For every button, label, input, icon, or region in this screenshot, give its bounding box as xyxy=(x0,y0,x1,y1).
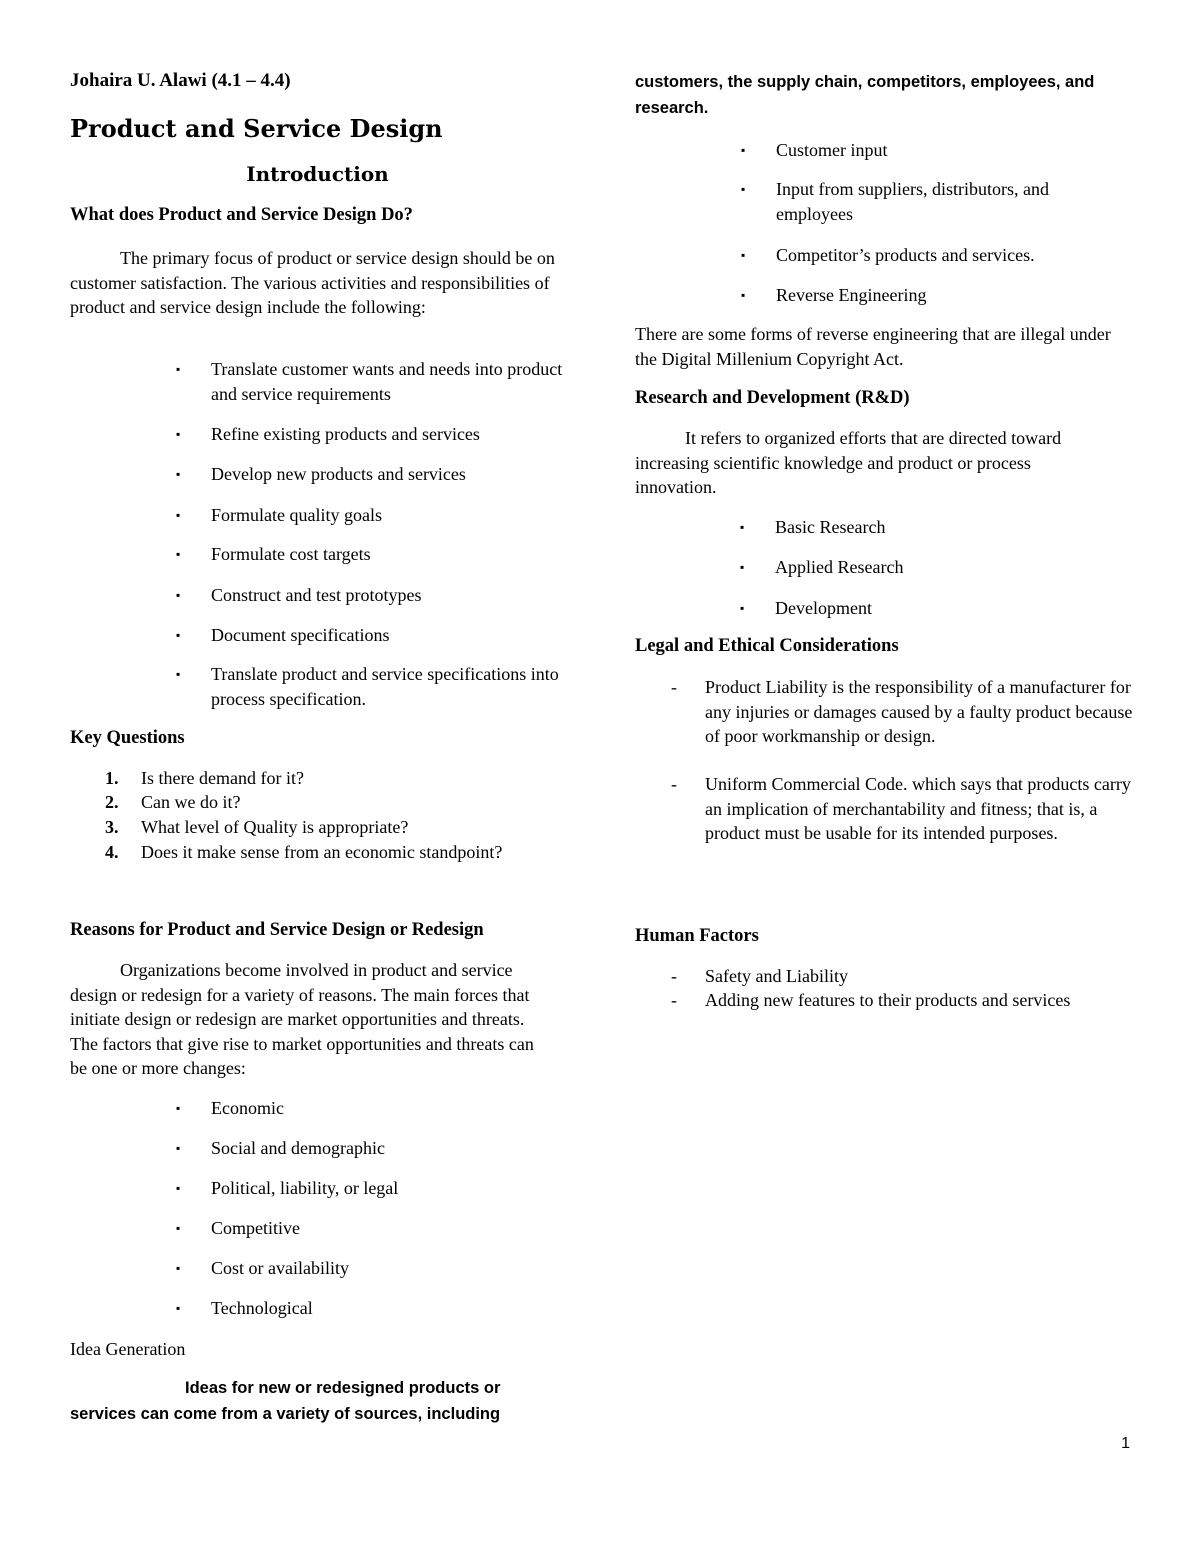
rd-heading: Research and Development (R&D) xyxy=(635,388,910,408)
list-item: ▪ Basic Research xyxy=(775,515,1115,540)
reasons-heading: Reasons for Product and Service Design or Redesign xyxy=(70,920,484,940)
list-item: - Uniform Commercial Code. which says that products carry an implication of merchantability and fitness; that is, a product must be usable for its intended purposes. xyxy=(671,774,1131,843)
idea-continuation: customers, the supply chain, competitors, employees, and research. xyxy=(635,73,1095,117)
list-item: ▪ Competitor’s products and services. xyxy=(776,243,1116,268)
list-item: - Product Liability is the responsibility of a manufacturer for any injuries or damages caused by a faulty product because of poor workmanship or design. xyxy=(671,677,1133,746)
list-item: ▪ Input from suppliers, distributors, and employees xyxy=(741,179,1049,224)
page-number: 1 xyxy=(1121,1435,1130,1452)
list-item: ▪ Social and demographic xyxy=(211,1136,551,1161)
bullet-icon: ▪ xyxy=(176,667,181,681)
list-item: ▪ Formulate quality goals xyxy=(211,503,571,528)
list-item: ▪ Develop new products and services xyxy=(211,462,571,487)
idea-generation-heading: Idea Generation xyxy=(70,1339,186,1359)
list-item: 3. What level of Quality is appropriate? xyxy=(105,817,409,837)
list-item: ▪ Customer input xyxy=(776,138,1116,163)
bullet-icon: ▪ xyxy=(741,248,746,262)
bullet-icon: ▪ xyxy=(176,588,181,602)
list-item: ▪ Document specifications xyxy=(211,623,571,648)
bullet-icon: ▪ xyxy=(741,143,746,157)
bullet-icon: ▪ xyxy=(176,1221,181,1235)
list-item: 2. Can we do it? xyxy=(105,792,241,812)
question-heading: What does Product and Service Design Do? xyxy=(70,205,413,225)
list-item: ▪ Translate product and service specifications into process specification. xyxy=(176,664,559,709)
list-item: - Adding new features to their products and services xyxy=(671,990,1071,1010)
document-title: Product and Service Design xyxy=(70,114,443,143)
bullet-icon: ▪ xyxy=(176,508,181,522)
list-item: ▪ Economic xyxy=(211,1096,551,1121)
list-item: ▪ Reverse Engineering xyxy=(776,283,1116,308)
list-item: ▪ Political, liability, or legal xyxy=(211,1176,551,1201)
list-item: ▪ Competitive xyxy=(211,1216,551,1241)
list-item: ▪ Cost or availability xyxy=(211,1256,551,1281)
intro-paragraph: The primary focus of product or service design should be on customer satisfaction. The various activities and responsibilities of product and service design include the following: xyxy=(70,248,555,317)
bullet-icon: ▪ xyxy=(176,1261,181,1275)
list-item: ▪ Refine existing products and services xyxy=(211,422,571,447)
list-item: ▪ Development xyxy=(775,596,1115,621)
bullet-icon: ▪ xyxy=(176,1301,181,1315)
idea-paragraph: Ideas for new or redesigned products or services can come from a variety of sources, including xyxy=(70,1379,501,1423)
legal-heading: Legal and Ethical Considerations xyxy=(635,636,899,656)
bullet-icon: ▪ xyxy=(176,1181,181,1195)
list-item: ▪ Construct and test prototypes xyxy=(211,583,571,608)
bullet-icon: ▪ xyxy=(176,1101,181,1115)
list-item: 4. Does it make sense from an economic standpoint? xyxy=(105,842,503,862)
author-line: Johaira U. Alawi (4.1 – 4.4) xyxy=(70,70,291,91)
bullet-icon: ▪ xyxy=(741,288,746,302)
list-item: ▪ Formulate cost targets xyxy=(211,542,571,567)
bullet-icon: ▪ xyxy=(176,1141,181,1155)
list-item: ▪ Technological xyxy=(211,1296,551,1321)
bullet-icon: ▪ xyxy=(176,362,181,376)
bullet-icon: ▪ xyxy=(176,628,181,642)
list-item: ▪ Translate customer wants and needs into product and service requirements xyxy=(176,359,563,404)
bullet-icon: ▪ xyxy=(176,467,181,481)
key-questions-heading: Key Questions xyxy=(70,728,185,748)
section-subtitle: Introduction xyxy=(246,162,389,186)
bullet-icon: ▪ xyxy=(176,427,181,441)
bullet-icon: ▪ xyxy=(740,520,745,534)
bullet-icon: ▪ xyxy=(741,182,746,196)
reverse-engineering-note: There are some forms of reverse engineering that are illegal under the Digital Millenium Copyright Act. xyxy=(635,324,1111,369)
list-item: - Safety and Liability xyxy=(671,966,848,986)
bullet-icon: ▪ xyxy=(176,547,181,561)
list-item: ▪ Applied Research xyxy=(775,555,1115,580)
human-factors-heading: Human Factors xyxy=(635,926,759,946)
rd-paragraph: It refers to organized efforts that are directed toward increasing scientific knowledge and product or process innovation. xyxy=(635,428,1062,497)
list-item: 1. Is there demand for it? xyxy=(105,768,304,788)
reasons-paragraph: Organizations become involved in product and service design or redesign for a variety of reasons. The main forces that initiate design or redesign are market opportunities and threats. The factors that give rise to market opportunities and threats can be one or more changes: xyxy=(70,960,534,1078)
bullet-icon: ▪ xyxy=(740,560,745,574)
bullet-icon: ▪ xyxy=(740,601,745,615)
